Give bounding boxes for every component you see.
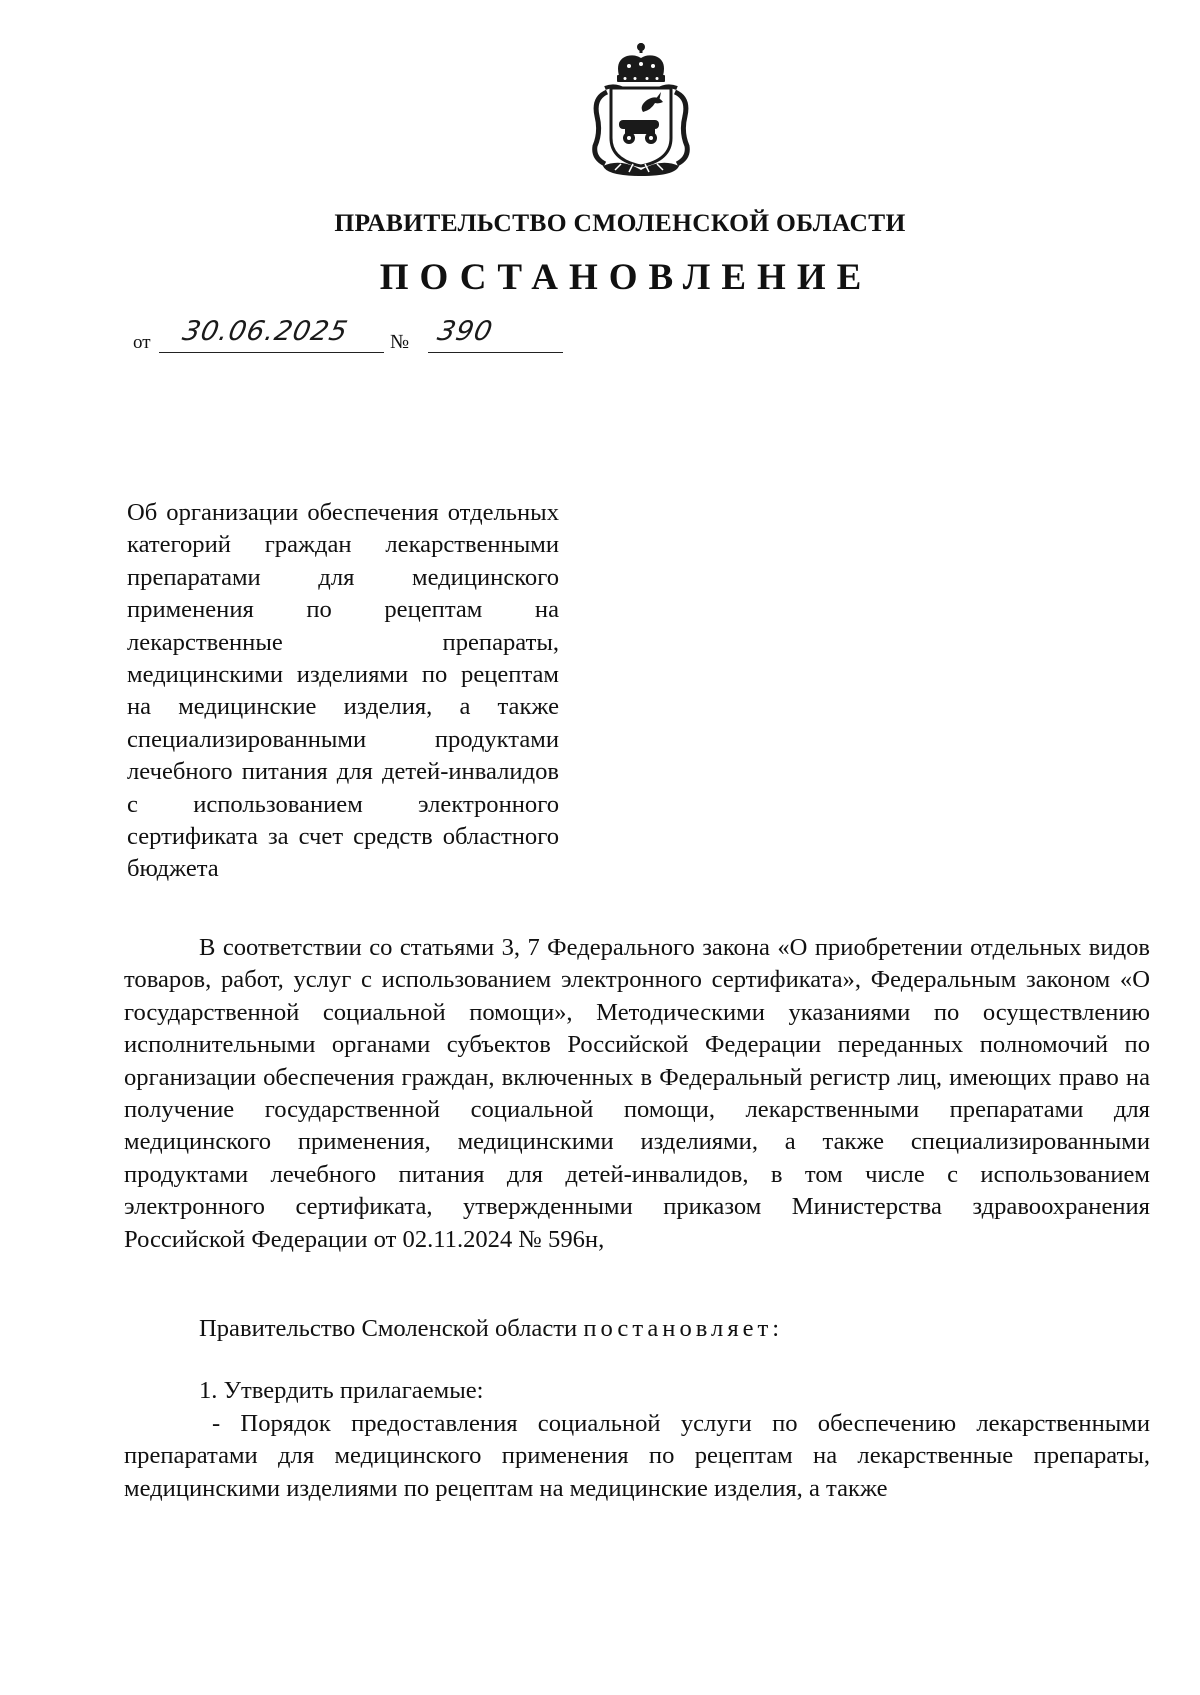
document-dateline bbox=[133, 318, 573, 358]
date-prefix-label: от bbox=[133, 332, 151, 353]
handwritten-date: 30.06.2025 bbox=[179, 316, 351, 347]
decree-subject: Правительство Смоленской области bbox=[199, 1315, 578, 1342]
document-type-title: ПОСТАНОВЛЕНИЕ bbox=[379, 257, 873, 298]
decree-verb: постановляет: bbox=[583, 1315, 784, 1342]
number-sign-label: № bbox=[390, 331, 410, 353]
decree-paragraph bbox=[124, 1313, 1150, 1345]
number-field bbox=[428, 318, 563, 353]
organization-name: ПРАВИТЕЛЬСТВО СМОЛЕНСКОЙ ОБЛАСТИ bbox=[334, 208, 906, 237]
smolensk-coat-of-arms-icon bbox=[585, 42, 697, 178]
handwritten-number: 390 bbox=[434, 316, 496, 347]
document-subject: Об организации обеспечения отдельных категорий граждан лекарственными препаратами для медицинского применения по рецептам на лекарственные препараты, медицинскими изделиями по рецептам на медицинские изделия, а также специализированными продуктами лечебного питания для детей-инвалидов с использованием электронного сертификата за счет средств областного бюджета bbox=[127, 499, 559, 883]
basis-paragraph: В соответствии со статьями 3, 7 Федерального закона «О приобретении отдельных видов товаров, работ, услуг с использованием электронного сертификата», Федеральным законом «О государственной социальной помощи», Методическими указаниями по осуществлению исполнительными органами субъектов Российской Федерации переданных полномочий по организации обеспечения граждан, включенных в Федеральный регистр лиц, имеющих право на получение государственной социальной помощи, лекарственными препаратами для медицинского применения, медицинскими изделиями, а также специализированными продуктами лечебного питания для детей-инвалидов, в том числе с использованием электронного сертификата, утвержденными приказом Министерства здравоохранения Российской Федерации от 02.11.2024 № 596н, bbox=[124, 934, 1150, 1253]
date-field bbox=[159, 318, 384, 353]
item-1-subitem: - Порядок предоставления социальной услуги по обеспечению лекарственными препаратами для медицинского применения по рецептам на лекарственные препараты, медицинскими изделиями по рецептам на медицинские изделия, а также bbox=[124, 1410, 1150, 1502]
item-1-heading: 1. Утвердить прилагаемые: bbox=[199, 1377, 484, 1404]
